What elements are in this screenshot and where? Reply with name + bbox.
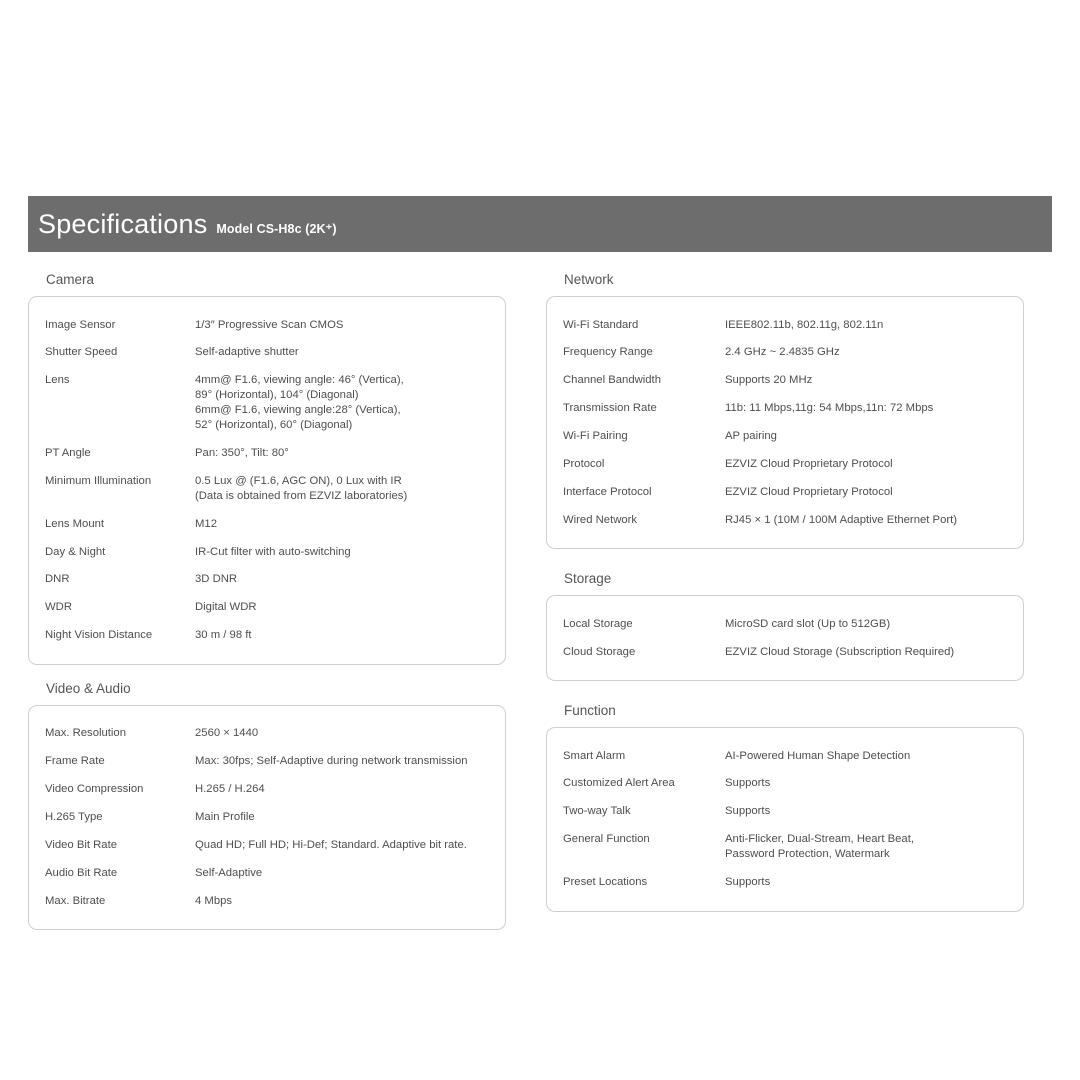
page-title: Specifications — [38, 208, 208, 239]
spec-value — [195, 594, 489, 622]
spec-key: Audio Bit Rate — [45, 866, 118, 879]
spec-value — [195, 803, 489, 831]
spec-value-line: Self-adaptive shutter — [195, 346, 299, 359]
table-row — [563, 638, 1007, 666]
spec-value-line: Max: 30fps; Self-Adaptive during network transmission — [195, 755, 468, 768]
table-row — [563, 610, 1007, 638]
table-row — [45, 510, 489, 538]
spec-key: Channel Bandwidth — [563, 374, 661, 387]
spec-key: Frequency Range — [563, 346, 653, 359]
table-row — [45, 339, 489, 367]
spec-value-line: 52° (Horizontal), 60° (Diagonal) — [195, 419, 353, 432]
spec-key: Day & Night — [45, 545, 106, 558]
spec-key: H.265 Type — [45, 810, 103, 823]
table-row — [45, 622, 489, 650]
table-row — [563, 395, 1007, 423]
spec-value-line: 11b: 11 Mbps,11g: 54 Mbps,11n: 72 Mbps — [725, 402, 934, 415]
section-video-audio — [28, 681, 506, 930]
spec-value — [195, 859, 489, 887]
spec-value — [725, 638, 1007, 666]
spec-value-line: 2560 × 1440 — [195, 727, 259, 740]
table-row — [45, 594, 489, 622]
spec-value — [725, 367, 1007, 395]
spec-key: Frame Rate — [45, 755, 105, 768]
spec-value — [195, 510, 489, 538]
spec-value-line: 0.5 Lux @ (F1.6, AGC ON), 0 Lux with IR — [195, 474, 402, 487]
table-row — [563, 506, 1007, 534]
table-row — [563, 339, 1007, 367]
spec-value — [195, 538, 489, 566]
spec-value — [725, 395, 1007, 423]
section-title-camera: Camera — [46, 272, 95, 287]
table-row — [45, 720, 489, 748]
spec-key: Wired Network — [563, 513, 638, 526]
left-column — [28, 272, 506, 946]
spec-key: Interface Protocol — [563, 485, 652, 498]
spec-key: Lens Mount — [45, 517, 105, 530]
camera-spec-table — [45, 311, 489, 650]
spec-key: Preset Locations — [563, 876, 648, 889]
spec-value-line: 6mm@ F1.6, viewing angle:28° (Vertica), — [195, 404, 401, 417]
table-row — [563, 770, 1007, 798]
spec-value — [195, 467, 489, 510]
table-row — [45, 803, 489, 831]
table-row — [45, 311, 489, 339]
table-row — [45, 776, 489, 804]
spec-value — [195, 720, 489, 748]
spec-value — [725, 770, 1007, 798]
spec-value-line: Pan: 350°, Tilt: 80° — [195, 446, 289, 459]
spec-value-line: RJ45 × 1 (10M / 100M Adaptive Ethernet Port) — [725, 513, 958, 526]
table-row — [563, 367, 1007, 395]
spec-value-line: Password Protection, Watermark — [725, 848, 890, 861]
storage-spec-table — [563, 610, 1007, 666]
spec-value — [725, 423, 1007, 451]
specifications-header — [28, 196, 1052, 252]
spec-key: DNR — [45, 573, 70, 586]
table-row — [45, 859, 489, 887]
spec-value — [195, 831, 489, 859]
spec-value — [195, 887, 489, 915]
section-camera — [28, 272, 506, 665]
table-row — [563, 742, 1007, 770]
spec-value — [195, 776, 489, 804]
spec-value-line: 4 Mbps — [195, 894, 233, 907]
section-network — [546, 272, 1024, 549]
spec-key: General Function — [563, 833, 650, 846]
function-spec-table — [563, 742, 1007, 896]
spec-value-line: Quad HD; Full HD; Hi-Def; Standard. Adaptive bit rate. — [195, 838, 467, 851]
spec-value-line: EZVIZ Cloud Proprietary Protocol — [725, 458, 893, 471]
spec-key: Lens — [45, 374, 70, 387]
table-row — [563, 423, 1007, 451]
table-row — [563, 869, 1007, 897]
spec-value-line: Supports — [725, 805, 771, 818]
spec-value — [725, 451, 1007, 479]
spec-key: Video Compression — [45, 783, 144, 795]
spec-key: Wi-Fi Standard — [563, 318, 639, 331]
spec-value-line: Anti-Flicker, Dual-Stream, Heart Beat, — [725, 833, 914, 846]
spec-value — [725, 826, 1007, 869]
spec-value — [725, 869, 1007, 897]
spec-value-line: Supports — [725, 777, 771, 790]
spec-value — [195, 748, 489, 776]
spec-value — [725, 742, 1007, 770]
spec-key: Customized Alert Area — [563, 777, 675, 790]
table-row — [45, 538, 489, 566]
model-name: Model CS-H8c (2K⁺) — [216, 221, 337, 236]
spec-key: Minimum Illumination — [45, 474, 152, 487]
spec-key: WDR — [45, 601, 72, 614]
spec-value — [725, 798, 1007, 826]
table-row — [563, 451, 1007, 479]
table-row — [45, 367, 489, 440]
spec-key: PT Angle — [45, 446, 91, 459]
section-function — [546, 703, 1024, 911]
spec-value-line: AP pairing — [725, 430, 777, 443]
spec-value-line: 2.4 GHz ~ 2.4835 GHz — [725, 346, 840, 359]
spec-key: Max. Bitrate — [45, 894, 106, 907]
section-title-network: Network — [564, 272, 614, 287]
spec-value-line: 3D DNR — [195, 573, 238, 586]
spec-value — [725, 311, 1007, 339]
right-column — [546, 272, 1024, 928]
spec-value-line: Main Profile — [195, 810, 255, 823]
spec-value-line: EZVIZ Cloud Storage (Subscription Required) — [725, 645, 955, 658]
spec-value-line: AI-Powered Human Shape Detection — [725, 749, 911, 762]
spec-value-line: IR-Cut filter with auto-switching — [195, 545, 351, 558]
video-audio-spec-card — [28, 705, 506, 930]
spec-key: Shutter Speed — [45, 346, 118, 359]
spec-value — [725, 339, 1007, 367]
table-row — [45, 887, 489, 915]
spec-value — [195, 339, 489, 367]
table-row — [45, 748, 489, 776]
spec-key: Max. Resolution — [45, 727, 126, 740]
spec-value-line: 4mm@ F1.6, viewing angle: 46° (Vertica), — [195, 374, 404, 387]
network-spec-table — [563, 311, 1007, 534]
video-audio-spec-table — [45, 720, 489, 915]
spec-value — [725, 506, 1007, 534]
table-row — [45, 467, 489, 510]
section-title-function: Function — [564, 703, 616, 719]
table-row — [45, 566, 489, 594]
storage-spec-card — [546, 595, 1024, 681]
spec-value-line: Supports — [725, 876, 771, 889]
spec-key: Cloud Storage — [563, 645, 636, 658]
spec-value — [195, 367, 489, 440]
section-title-storage: Storage — [564, 571, 612, 587]
network-spec-card — [546, 296, 1024, 549]
table-row — [563, 826, 1007, 869]
spec-value-line: M12 — [195, 517, 217, 530]
spec-value — [725, 478, 1007, 506]
spec-key: Night Vision Distance — [45, 629, 153, 642]
spec-key: Smart Alarm — [563, 749, 626, 762]
section-title-video-audio: Video & Audio — [46, 680, 131, 696]
spec-key: Two-way Talk — [563, 805, 631, 818]
spec-key: Transmission Rate — [563, 402, 657, 415]
spec-value — [195, 439, 489, 467]
spec-value-line: EZVIZ Cloud Proprietary Protocol — [725, 485, 893, 498]
section-storage — [546, 571, 1024, 681]
spec-key: Protocol — [563, 458, 605, 471]
table-row — [45, 831, 489, 859]
spec-value — [195, 566, 489, 594]
function-spec-card — [546, 727, 1024, 911]
spec-key: Image Sensor — [45, 318, 116, 331]
table-row — [563, 798, 1007, 826]
spec-value-line: H.265 / H.264 — [195, 783, 265, 795]
table-row — [45, 439, 489, 467]
spec-key: Video Bit Rate — [45, 838, 118, 851]
spec-value-line: Digital WDR — [195, 601, 257, 614]
spec-value — [195, 622, 489, 650]
spec-value-line: 30 m / 98 ft — [195, 629, 252, 642]
camera-spec-card — [28, 296, 506, 665]
spec-value-line: IEEE802.11b, 802.11g, 802.11n — [725, 318, 884, 331]
spec-value-line: Supports 20 MHz — [725, 374, 813, 387]
spec-value-line: Self-Adaptive — [195, 866, 263, 879]
spec-value-line: 1/3″ Progressive Scan CMOS — [195, 318, 344, 331]
spec-value-line: MicroSD card slot (Up to 512GB) — [725, 617, 891, 630]
spec-key: Wi-Fi Pairing — [563, 430, 628, 443]
spec-value-line: 89° (Horizontal), 104° (Diagonal) — [195, 389, 359, 402]
spec-value-line: (Data is obtained from EZVIZ laboratories) — [195, 489, 408, 502]
spec-key: Local Storage — [563, 617, 633, 630]
table-row — [563, 478, 1007, 506]
table-row — [563, 311, 1007, 339]
spec-value — [725, 610, 1007, 638]
spec-value — [195, 311, 489, 339]
